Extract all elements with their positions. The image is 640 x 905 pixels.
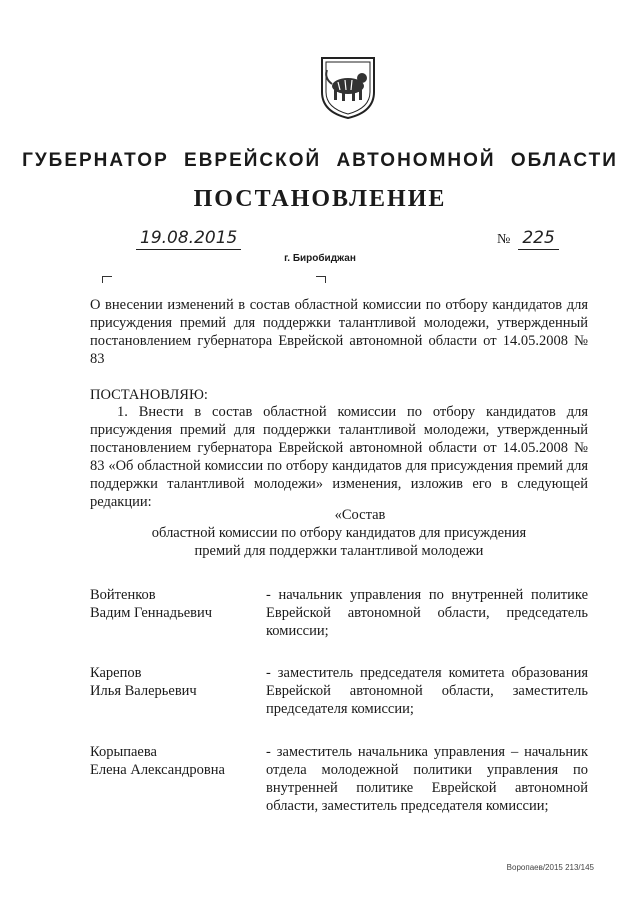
document-type-title: ПОСТАНОВЛЕНИЕ — [193, 186, 447, 212]
document-number — [497, 228, 559, 250]
corner-mark-right — [316, 276, 326, 283]
date-value: 19.08.2015 — [136, 228, 241, 250]
member-role: - заместитель председателя комитета образования Еврейской автономной области, заместитель председателя комиссии; — [266, 665, 588, 717]
number-label: № — [497, 232, 511, 247]
member-name — [90, 664, 260, 700]
footer-reference: Воропаев/2015 213/145 — [506, 863, 594, 872]
member-surname: Карепов — [90, 665, 142, 681]
member-surname: Войтенков — [90, 587, 156, 603]
composition-title-line-2: областной комиссии по отбору кандидатов для присуждения — [151, 525, 527, 541]
member-given-name: Илья Валерьевич — [90, 683, 197, 699]
member-name — [90, 586, 260, 622]
member-name — [90, 743, 260, 779]
member-given-name: Вадим Геннадьевич — [90, 605, 213, 621]
member-surname: Корыпаева — [90, 744, 157, 760]
number-value: 225 — [518, 228, 558, 250]
coat-of-arms-tiger-icon — [318, 52, 378, 120]
member-role: - заместитель начальника управления – начальник отдела молодежной политики управления по внутренней политике Еврейской автономной области, заместитель председателя комиссии; — [266, 744, 588, 814]
corner-mark-left — [102, 276, 112, 283]
composition-title-line-1: «Состав — [334, 507, 386, 523]
issue-city: г. Биробиджан — [284, 253, 356, 264]
composition-title-line-3: премий для поддержки талантливой молодежи — [194, 543, 484, 559]
composition-title — [0, 506, 640, 560]
member-given-name: Елена Александровна — [90, 762, 225, 778]
decree-body — [90, 403, 588, 511]
decree-item-1: 1. Внести в состав областной комиссии по отбору кандидатов для присуждения премий для поддержки талантливой молодежи, утвержденный постановлением губернатора Еврейской автономной области от 14.05.2008 № 83 «Об областной комиссии по отбору кандидатов для присуждения премий для поддержки талантливой молодежи» изменения, изложив его в следующей редакции: — [90, 404, 588, 510]
governor-title: ГУБЕРНАТОР ЕВРЕЙСКОЙ АВТОНОМНОЙ ОБЛАСТИ — [22, 150, 618, 171]
decree-word: ПОСТАНОВЛЯЮ: — [90, 387, 208, 403]
member-role: - начальник управления по внутренней политике Еврейской автономной области, председатель комиссии; — [266, 587, 588, 639]
document-date — [136, 228, 246, 250]
document-subject: О внесении изменений в состав областной комиссии по отбору кандидатов для присуждения премий для поддержки талантливой молодежи, утвержденный постановлением губернатора Еврейской автономной области от 14.05.2008 № 83 — [90, 297, 588, 367]
